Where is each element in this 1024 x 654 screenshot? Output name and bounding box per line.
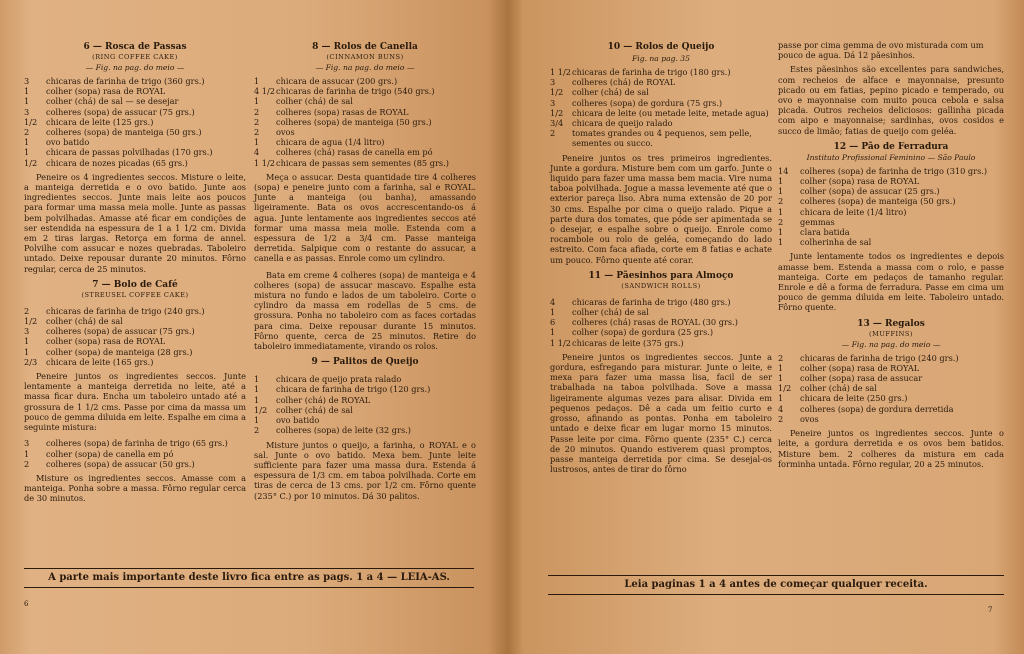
ingredient-text: colheres (sopa) de assucar (75 grs.) <box>46 326 195 337</box>
ingredient-text: chicara de passas polvilhadas (170 grs.) <box>46 147 213 158</box>
ingredient-quantity: 1 <box>254 137 260 148</box>
ingredient-line <box>24 107 246 117</box>
ingredient-quantity: 3 <box>24 76 30 86</box>
ingredient-quantity: 2 <box>254 425 260 436</box>
ingredient-quantity: 1 <box>550 327 556 338</box>
ingredient-quantity: 6 <box>550 317 556 328</box>
ingredient-line <box>550 98 772 108</box>
ingredient-text: colher (sopa) rasa de ROYAL <box>800 176 920 187</box>
ingredient-quantity: 3 <box>550 77 556 88</box>
recipe-title: 7 — Bolo de Café <box>92 279 178 290</box>
right-column-1 <box>550 40 772 480</box>
ingredient-text: colheres (sopa) de gordura (75 grs.) <box>572 97 723 108</box>
ingredient-line <box>24 449 246 459</box>
figure-reference: — Fig. na pag. do meio — <box>315 63 415 72</box>
ingredient-line <box>24 326 246 336</box>
ingredient-text: chicara de leite (125 grs.) <box>46 116 154 127</box>
ingredient-line <box>550 297 772 307</box>
ingredient-line <box>550 108 772 118</box>
ingredient-line <box>24 459 246 469</box>
ingredient-text: chicaras de farinha de trigo (240 grs.) <box>800 352 959 363</box>
ingredient-line <box>778 373 1004 383</box>
ingredient-text: clara batida <box>800 227 850 238</box>
ingredient-text: colher (sopa) de canella em pó <box>46 448 174 459</box>
ingredient-text: colheres (sopa) de leite (32 grs.) <box>276 425 411 436</box>
ingredient-quantity: 2 <box>24 127 30 138</box>
ingredient-line <box>254 137 476 147</box>
ingredient-text: ovos <box>276 127 295 138</box>
ingredient-quantity: 3 <box>24 326 30 337</box>
ingredient-quantity: 1 1/2 <box>550 67 571 77</box>
ingredient-text: chicara de leite (250 grs.) <box>800 393 908 404</box>
ingredient-quantity: 1 <box>24 346 30 357</box>
ingredient-quantity: 1 <box>778 176 784 187</box>
ingredient-line <box>24 147 246 157</box>
recipe-title: 10 — Rolos de Queijo <box>607 42 715 52</box>
ingredient-quantity: 1 <box>778 362 784 373</box>
ingredient-quantity: 1 <box>24 137 30 148</box>
instructions-paragraph: Misture juntos o queijo, a farinha, o ROYAL e o sal. Junte o ovo batido. Mexa bem. Junte leite sufficiente para fazer uma massa dura. Estenda á espessura de 1/3 cm. em taboa polvilhada. Corte em tiras de cerca de 13 cms. por 1/2 cm. Fôrno quente (235° C.) por 10 minutos. Dá 30 palitos. <box>254 439 476 501</box>
ingredient-quantity: 1 <box>254 76 260 86</box>
ingredient-quantity: 4 <box>254 147 260 158</box>
recipe-title: 12 — Pão de Ferradura <box>833 141 949 152</box>
ingredient-text: chicara de queijo ralado <box>572 118 673 129</box>
ingredient-line <box>24 158 246 168</box>
instructions-paragraph: Peneire juntos os ingredientes seccos. Junte a gordura, esfregando para misturar. Junte o leite, e mexa para fazer uma massa lisa, facil de ser trabalhada na taboa polvilhada. Sove a massa ligeiramente algumas vezes para alisar. Divida em pequenos pedaços. Dê a cada um feitio curto e grosso, afinando as pontas. Ponha em taboleiro untado e deixe ficar em lugar morno 15 minutos. Passe leite por cima. Fôrno quente (235° C.) cerca de 20 minutos. Quando estiverem quasi promptos, passe manteiga derretida por cima. Se desejal-os lustrosos, antes de tirar do fôrno <box>550 351 772 475</box>
figure-reference: Fig. na pag. 35 <box>632 54 690 63</box>
ingredient-quantity: 2 <box>778 413 784 424</box>
recipe-title: 11 — Pãesinhos para Almoço <box>588 270 734 281</box>
ingredient-line <box>254 158 476 168</box>
page-number-right: 7 <box>988 606 993 614</box>
ingredient-quantity: 1/2 <box>24 157 38 168</box>
ingredient-line <box>550 317 772 327</box>
ingredient-quantity: 1 <box>778 237 784 248</box>
ingredient-line <box>254 425 476 435</box>
ingredient-line <box>778 414 1004 424</box>
ingredient-line <box>550 128 772 148</box>
ingredient-text: colheres (chá) rasas de ROYAL (30 grs.) <box>572 317 738 328</box>
right-page <box>508 0 1024 654</box>
ingredient-text: colheres (sopa) rasas de ROYAL <box>276 106 409 117</box>
left-footer-banner: A parte mais importante deste livro fica entre as pags. 1 a 4 — LEIA-AS. <box>24 568 474 588</box>
ingredient-text: colher (sopa) de assucar (25 grs.) <box>800 186 940 197</box>
right-footer-banner: Leia paginas 1 a 4 antes de começar qualquer receita. <box>548 575 1004 595</box>
ingredient-quantity: 1 <box>24 147 30 158</box>
recipe-subtitle: (MUFFINS) <box>869 329 913 338</box>
ingredient-text: chicara de leite (1/4 litro) <box>800 206 907 217</box>
ingredient-quantity: 1 <box>550 307 556 318</box>
ingredient-quantity: 2 <box>550 128 556 139</box>
ingredient-text: colher (chá) de sal — se desejar <box>46 96 179 107</box>
ingredient-quantity: 1 1/2 <box>254 157 275 168</box>
figure-reference: — Fig. na pag. do meio — <box>841 339 941 349</box>
instructions-paragraph: Peneire juntos os ingredientes seccos. Junte lentamente a manteiga derretida no leite, até a massa ficar dura. Encha um taboleiro untado até a grossura de 1 1/2 cms. Passe por cima da massa um pouco de gemma diluida em leite. Espalhe em cima a seguinte mistura: <box>24 371 246 433</box>
ingredient-text: colheres (sopa) de gordura derretida <box>800 403 954 414</box>
ingredient-text: colheres (sopa) de assucar (50 grs.) <box>46 458 195 469</box>
left-page <box>0 0 508 654</box>
ingredient-line <box>254 147 476 157</box>
ingredient-quantity: 1/2 <box>24 316 38 327</box>
ingredient-line <box>254 76 476 86</box>
instructions-paragraph: Junte lentamente todos os ingredientes e depois amasse bem. Estenda a massa com o rolo, e passe manteiga. Corte em pedaços de tamanho regular. Enrole e dê a forma de ferradura. Passe em cima um pouco de gemma diluida em leite. Taboleiro untado. Fôrno quente. <box>778 251 1004 313</box>
left-column-2 <box>254 40 476 507</box>
ingredient-quantity: 2 <box>254 116 260 127</box>
instructions-paragraph: Peneire os 4 ingredientes seccos. Misture o leite, a manteiga derretida e o ovo batido. Junte aos ingredientes seccos. Junte mais leite aos poucos para formar uma massa meia molle. Junte as passas bem polvilhadas. Amasse até ficar em condições de ser estendida na espessura de 1 a 1 1/2 cm. Divida em 2 tiras largas. Retorça em forma de annel. Polvilhe com assucar e nozes quebradas. Taboleiro untado. Deixe repousar durante 20 minutos. Fôrno regular, cerca de 25 minutos. <box>24 171 246 274</box>
ingredient-quantity: 3/4 <box>550 118 564 129</box>
instructions-paragraph: Peneire juntos os ingredientes seccos. Junte o leite, a gordura derretida e os ovos bem batidos. Misture bem. 2 colheres da mistura em cada forminha untada. Fôrno regular, 20 a 25 minutos. <box>778 428 1004 469</box>
ingredient-quantity: 1 <box>254 384 260 395</box>
right-column-2 <box>778 40 1004 475</box>
instructions-paragraph: Meça o assucar. Desta quantidade tire 4 colheres (sopa) e peneire junto com a farinha, sal e ROYAL. Junte a manteiga (ou banha), amassando ligeiramente. Bata os ovos accrescentando-os á agua. Junte lentamente aos ingredientes seccos até formar uma massa meia molle. Estenda com a espessura de 1/2 a 3/4 cm. Passe manteiga derretida. Salpique com o restante do assucar, a canella e as passas. Enrole como um cylindro. <box>254 171 476 264</box>
ingredient-line <box>778 186 1004 196</box>
ingredient-line <box>254 384 476 394</box>
ingredient-quantity: 1 <box>24 336 30 347</box>
ingredient-line <box>24 336 246 346</box>
ingredient-quantity: 2 <box>778 216 784 227</box>
ingredient-text: colheres (sopa) de manteiga (50 grs.) <box>800 196 956 207</box>
ingredient-line <box>778 404 1004 414</box>
text-continuation: passe por cima gemma de ovo misturada com um pouco de agua. Dá 12 pãesinhos. <box>778 40 984 61</box>
ingredient-quantity: 1 <box>778 393 784 404</box>
ingredient-text: colher (sopa) rasa de ROYAL <box>46 86 166 97</box>
ingredient-text: chicara de passas sem sementes (85 grs.) <box>276 157 449 168</box>
ingredient-quantity: 1 <box>254 394 260 405</box>
ingredient-line <box>778 207 1004 217</box>
ingredient-text: tomates grandes ou 4 pequenos, sem pelle, sementes ou succo. <box>572 128 752 149</box>
ingredient-text: colher (chá) de ROYAL <box>276 394 371 405</box>
instructions-paragraph: Peneire juntos os tres primeiros ingredientes. Junte a gordura. Misture bem com um garfo. Junte o liquido para fazer uma massa bem macia. Vire numa taboa polvilhada. Jogue a massa levemente até que o exterior pareça liso. Abra numa extensão de 20 por 30 cms. Espalhe por cima o queijo ralado. Pique a parte dura dos tomates, que póde ser apimentada se o desejar, e espalhe sobre o queijo. Enrole como rocambole ou rolo de geléa, começando do lado estreito. Com faca afiada, corte em 8 fatias e achate um pouco. Fôrno quente até corar. <box>550 152 772 265</box>
ingredient-quantity: 4 1/2 <box>254 86 275 97</box>
ingredient-quantity: 2 <box>24 458 30 469</box>
ingredient-text: colheres (chá) de ROYAL <box>572 77 676 88</box>
ingredient-line <box>550 118 772 128</box>
ingredient-quantity: 1 <box>24 86 30 97</box>
ingredient-line <box>550 307 772 317</box>
ingredient-quantity: 4 <box>778 403 784 414</box>
ingredient-line <box>778 217 1004 227</box>
ingredient-line <box>254 107 476 117</box>
ingredient-line <box>24 438 246 448</box>
ingredient-text: colher (chá) de sal <box>572 87 649 98</box>
ingredient-text: chicara de leite (165 grs.) <box>46 356 154 367</box>
ingredient-text: colherinha de sal <box>800 237 872 248</box>
ingredient-line <box>24 347 246 357</box>
ingredient-text: chicara de farinha de trigo (120 grs.) <box>276 384 431 395</box>
recipe-title: 9 — Palitos de Queijo <box>311 357 419 368</box>
ingredient-line <box>254 405 476 415</box>
ingredient-quantity: 1 <box>24 448 30 459</box>
ingredient-text: colheres (sopa) de assucar (75 grs.) <box>46 106 195 117</box>
ingredient-text: colher (chá) de sal <box>276 404 353 415</box>
ingredient-quantity: 1/2 <box>550 87 564 98</box>
ingredient-text: chicaras de farinha de trigo (180 grs.) <box>572 67 731 77</box>
ingredient-line <box>254 127 476 137</box>
ingredient-quantity: 1 <box>254 96 260 107</box>
ingredient-text: colheres (sopa) de manteiga (50 grs.) <box>276 116 432 127</box>
instructions-paragraph: Misture os ingredientes seccos. Amasse com a manteiga. Ponha sobre a massa. Fôrno regular cerca de 30 minutos. <box>24 472 246 504</box>
ingredient-line <box>24 86 246 96</box>
ingredient-line <box>778 227 1004 237</box>
ingredient-line <box>550 327 772 337</box>
ingredient-line <box>24 76 246 86</box>
instructions-paragraph: Bata em creme 4 colheres (sopa) de manteiga e 4 colheres (sopa) de assucar mascavo. Espalhe esta mistura no fundo e lados de um taboleiro. Corte o cylindro da massa em rodellas de 5 cms. de grossura. Ponha no taboleiro com as faces cortadas para cima. Deixe repousar durante 15 minutos. Fôrno quente, cerca de 25 minutos. Retire do taboleiro immediatamente, virando os rolos. <box>254 269 476 352</box>
ingredient-text: colheres (chá) rasas de canella em pó <box>276 147 433 158</box>
ingredient-line <box>778 196 1004 206</box>
ingredient-quantity: 1 <box>778 186 784 197</box>
recipe-source: Instituto Profissional Feminino — São Paulo <box>806 152 976 162</box>
ingredient-text: chicaras de farinha de trigo (480 grs.) <box>572 296 731 307</box>
ingredient-quantity: 2 <box>254 127 260 138</box>
ingredient-quantity: 2 <box>778 352 784 363</box>
ingredient-text: ovo batido <box>276 415 320 426</box>
ingredient-text: chicaras de farinha de trigo (240 grs.) <box>46 305 205 316</box>
ingredient-quantity: 1 <box>24 96 30 107</box>
ingredient-quantity: 1/2 <box>550 107 564 118</box>
ingredient-line <box>778 363 1004 373</box>
ingredient-text: chicaras de farinha de trigo (540 grs.) <box>276 86 435 97</box>
ingredient-text: colher (sopa) rasa de ROYAL <box>800 362 920 373</box>
ingredient-line <box>778 383 1004 393</box>
ingredient-text: colher (chá) de sal <box>276 96 353 107</box>
ingredient-line <box>24 316 246 326</box>
ingredient-line <box>254 374 476 384</box>
ingredient-text: chicara de nozes picadas (65 grs.) <box>46 157 188 168</box>
ingredient-text: ovos <box>800 413 819 424</box>
ingredient-text: colher (sopa) de gordura (25 grs.) <box>572 327 714 338</box>
ingredient-line <box>778 237 1004 247</box>
ingredient-line <box>550 338 772 348</box>
ingredient-text: ovo batido <box>46 137 90 148</box>
ingredient-quantity: 1/2 <box>24 116 38 127</box>
ingredient-line <box>24 357 246 367</box>
ingredient-line <box>24 96 246 106</box>
ingredient-text: colher (chá) de sal <box>46 316 123 327</box>
recipe-subtitle: (CINNAMON BUNS) <box>326 53 404 61</box>
ingredient-quantity: 2 <box>254 106 260 117</box>
ingredient-text: colher (sopa) rasa de assucar <box>800 373 923 384</box>
ingredient-line <box>24 117 246 127</box>
ingredient-text: colheres (sopa) de farinha de trigo (65 grs.) <box>46 438 228 449</box>
ingredient-text: chicaras de leite (375 grs.) <box>572 337 684 348</box>
ingredient-line <box>254 395 476 405</box>
ingredient-quantity: 4 <box>550 296 556 307</box>
ingredient-text: colher (sopa) de manteiga (28 grs.) <box>46 346 193 357</box>
ingredient-text: chicaras de farinha de trigo (360 grs.) <box>46 76 205 86</box>
ingredient-quantity: 3 <box>550 97 556 108</box>
ingredient-line <box>24 127 246 137</box>
recipe-subtitle: (RING COFFEE CAKE) <box>92 53 178 61</box>
ingredient-text: colher (sopa) rasa de ROYAL <box>46 336 166 347</box>
ingredient-quantity: 3 <box>24 438 30 449</box>
ingredient-line <box>778 176 1004 186</box>
ingredient-quantity: 1/2 <box>254 404 268 415</box>
recipe-subtitle: (SANDWICH ROLLS) <box>621 281 701 290</box>
recipe-title: 6 — Rosca de Passas <box>83 42 187 52</box>
ingredient-quantity: 2 <box>24 305 30 316</box>
ingredient-line <box>254 96 476 106</box>
ingredient-quantity: 2 <box>778 196 784 207</box>
ingredient-quantity: 1 1/2 <box>550 337 571 348</box>
ingredient-line <box>254 86 476 96</box>
recipe-subtitle: (STREUSEL COFFEE CAKE) <box>81 290 189 299</box>
recipe-title: 13 — Regalos <box>857 318 925 329</box>
ingredient-line <box>550 67 772 77</box>
ingredient-quantity: 1 <box>778 206 784 217</box>
ingredient-line <box>550 87 772 97</box>
instructions-paragraph: Estes pãesinhos são excellentes para sandwiches, com recheios de alface e mayonnaise, presunto picado ou em fatias, pepino picado e temperado, ou ovo e mayonnaise com muito pouca cebola e salsa picada. Outros recheios deliciosos: gallinha picada com aipo e mayonnaise; sardinhas, ovos cosidos e succo de limão; fatias de queijo com geléa. <box>778 64 1004 136</box>
ingredient-text: colheres (sopa) de manteiga (50 grs.) <box>46 127 202 138</box>
left-column-1 <box>24 40 246 510</box>
ingredient-quantity: 2/3 <box>24 356 38 367</box>
ingredient-quantity: 1/2 <box>778 383 792 394</box>
ingredient-line <box>778 353 1004 363</box>
ingredient-quantity: 1 <box>778 227 784 238</box>
ingredient-quantity: 1 <box>254 374 260 385</box>
ingredient-text: chicara de queijo prata ralado <box>276 374 402 385</box>
ingredient-text: chicara de assucar (200 grs.) <box>276 76 398 86</box>
ingredient-text: colheres (sopa) de farinha de trigo (310 grs.) <box>800 165 988 176</box>
ingredient-text: colher (chá) de sal <box>572 307 649 318</box>
ingredient-line <box>24 137 246 147</box>
page-number-left: 6 <box>24 600 29 608</box>
ingredient-quantity: 1 <box>254 415 260 426</box>
figure-reference: — Fig. na pag. do meio — <box>85 63 185 72</box>
ingredient-text: gemmas <box>800 216 835 227</box>
ingredient-line <box>778 393 1004 403</box>
ingredient-quantity: 3 <box>24 106 30 117</box>
ingredient-line <box>550 77 772 87</box>
ingredient-text: colher (chá) de sal <box>800 383 877 394</box>
ingredient-line <box>24 306 246 316</box>
ingredient-quantity: 14 <box>778 165 789 176</box>
recipe-title: 8 — Rolos de Canella <box>312 42 418 52</box>
ingredient-text: chicara de agua (1/4 litro) <box>276 137 385 148</box>
ingredient-quantity: 1 <box>778 373 784 384</box>
ingredient-line <box>254 415 476 425</box>
ingredient-text: chicara de leite (ou metade leite, metade agua) <box>572 107 769 118</box>
ingredient-line <box>254 117 476 127</box>
ingredient-line <box>778 166 1004 176</box>
